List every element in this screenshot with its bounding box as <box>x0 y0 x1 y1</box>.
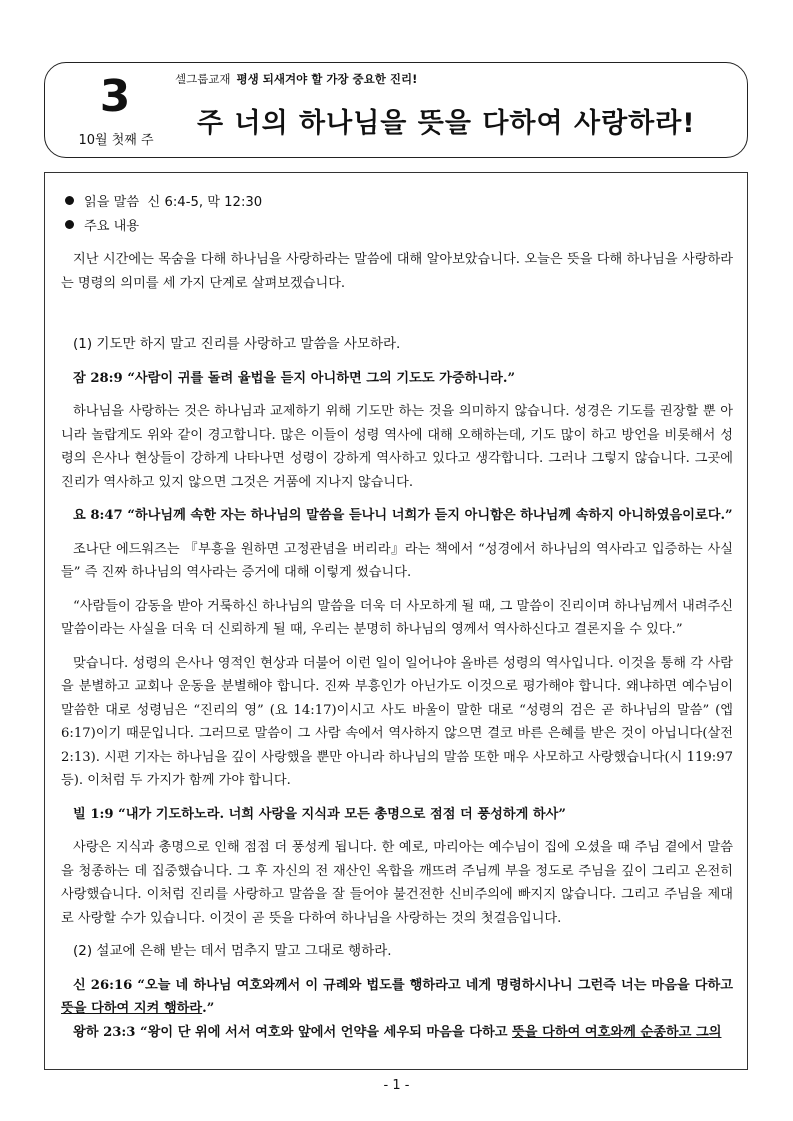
lesson-number: 3 <box>99 71 131 122</box>
verse-4-end: .” <box>202 1001 215 1016</box>
page-number: - 1 - <box>383 1078 410 1093</box>
verse-1: 잠 28:9 “사람이 귀를 돌려 율법을 듣지 아니하면 그의 기도도 가증하니라.” <box>73 370 516 386</box>
lesson-header <box>44 62 748 158</box>
verse-2: 요 8:47 “하나님께 속한 자는 하나님의 말씀을 듣나니 너희가 듣지 아니함은 하나님께 속하지 아니하였음이로다.” <box>73 508 733 523</box>
paragraph-3: 맞습니다. 성령의 은사나 영적인 현상과 더불어 이런 일이 일어나야 올바른 성령의 역사입니다. 이것을 통해 각 사람을 분별하고 교회나 운동을 분별해야 합니다. 진짜 부흥인가 아닌가도 이것으로 평가해야 합니다. 왜냐하면 예수님이 말씀한 대로 성령님은 “진리의 영” (요 14:17)이시고 사도 바울이 말한 대로 “성령의 검은 곧 하나님의 말씀” (엡 6:17)이기 때문입니다. 그러므로 말씀이 그 사람 속에서 역사하지 않으면 결코 바른 은혜를 받은 것이 아닙니다(살전 2:13). 시편 기자는 하나님을 깊이 사랑했을 뿐만 아니라 하나님의 말씀 또한 매우 사모하고 사랑했습니다(시 119:97 등). 이처럼 두 가지가 함께 가야 합니다. <box>61 655 733 788</box>
intro-paragraph: 지난 시간에는 목숨을 다해 하나님을 사랑하라는 말씀에 대해 알아보았습니다. 오늘은 뜻을 다해 하나님을 사랑하라는 명령의 의미를 세 가지 단계로 살펴보겠습니다. <box>61 252 733 291</box>
series-line <box>175 71 417 87</box>
paragraph-1: 하나님을 사랑하는 것은 하나님과 교제하기 위해 기도만 하는 것을 의미하지 않습니다. 성경은 기도를 권장할 뿐 아니라 놀랍게도 위와 같이 경고합니다. 많은 이들이 성령 역사에 대해 오해하는데, 기도 많이 하고 방언을 비롯해서 성령의 은사나 현상들이 강하게 나타나면 성령이 강하게 역사하고 있다고 생각합니다. 그러나 그렇지 않습니다. 그곳에 진리가 역사하고 있지 않으면 그것은 거품에 지나지 않습니다. <box>61 404 733 490</box>
bullet-icon <box>65 220 74 229</box>
verse-4-text: 신 26:16 “오늘 네 하나님 여호와께서 이 규례와 법도를 행하라고 네게 명령하시나니 그런즉 너는 마음을 다하고 <box>73 977 733 993</box>
main-label: 주요 내용 <box>84 218 140 234</box>
reading-line <box>61 191 733 215</box>
page-title: 주 너의 하나님을 뜻을 다하여 사랑하라! <box>197 108 696 139</box>
verse-4-underlined: 뜻을 다하여 지켜 행하라 <box>61 1001 203 1016</box>
reading-label: 읽을 말씀 <box>84 195 140 210</box>
reading-ref: 신 6:4-5, 막 12:30 <box>147 195 263 210</box>
series-title: 평생 되새겨야 할 가장 중요한 진리! <box>236 72 418 86</box>
lesson-week: 10월 첫째 주 <box>78 133 154 148</box>
bullet-icon <box>65 196 74 205</box>
verse-5 <box>61 1021 733 1045</box>
content-box <box>44 172 748 1070</box>
series-label: 셀그룹교재 <box>175 72 231 86</box>
verse-5-text: 왕하 23:3 “왕이 단 위에 서서 여호와 앞에서 언약을 세우되 마음을 다하고 <box>73 1024 513 1040</box>
verse-5-underlined: 뜻을 다하여 여호와께 순종하고 그의 <box>512 1024 722 1040</box>
main-label-line <box>61 215 733 239</box>
paragraph-2: 조나단 에드워즈는 『부흥을 원하면 고정관념을 버리라』라는 책에서 “성경에서 하나님의 역사라고 입증하는 사실들” 즉 진짜 하나님의 역사라는 증거에 대해 이렇게 썼습니다. <box>61 541 733 580</box>
verse-4 <box>61 974 733 1021</box>
section-2-heading: (2) 설교에 은해 받는 데서 멈추지 말고 그대로 행하라. <box>73 943 392 959</box>
section-1-heading: (1) 기도만 하지 말고 진리를 사랑하고 말씀을 사모하라. <box>73 336 401 352</box>
verse-3: 빌 1:9 “내가 기도하노라. 너희 사랑을 지식과 모든 총명으로 점점 더 풍성하게 하사” <box>73 806 566 822</box>
quote-paragraph: “사람들이 감동을 받아 거룩하신 하나님의 말씀을 더욱 더 사모하게 될 때, 그 말씀이 진리이며 하나님께서 내려주신 말씀이라는 사실을 더욱 더 신뢰하게 될 때, 우리는 분명히 하나님의 영께서 역사하신다고 결론지을 수 있다.” <box>61 598 733 637</box>
paragraph-4: 사랑은 지식과 총명으로 인해 점점 더 풍성케 됩니다. 한 예로, 마리아는 예수님이 집에 오셨을 때 주님 곁에서 말씀을 청종하는 데 집중했습니다. 그 후 자신의 전 재산인 옥합을 깨뜨려 주님께 부을 정도로 주님을 깊이 그리고 온전히 사랑했습니다. 이처럼 진리를 사랑하고 말씀을 잘 들어야 불건전한 신비주의에 빠지지 않습니다. 그리고 주님을 제대로 사랑할 수가 있습니다. 이것이 곧 뜻을 다하여 하나님을 사랑하는 것의 첫걸음입니다. <box>61 840 733 926</box>
